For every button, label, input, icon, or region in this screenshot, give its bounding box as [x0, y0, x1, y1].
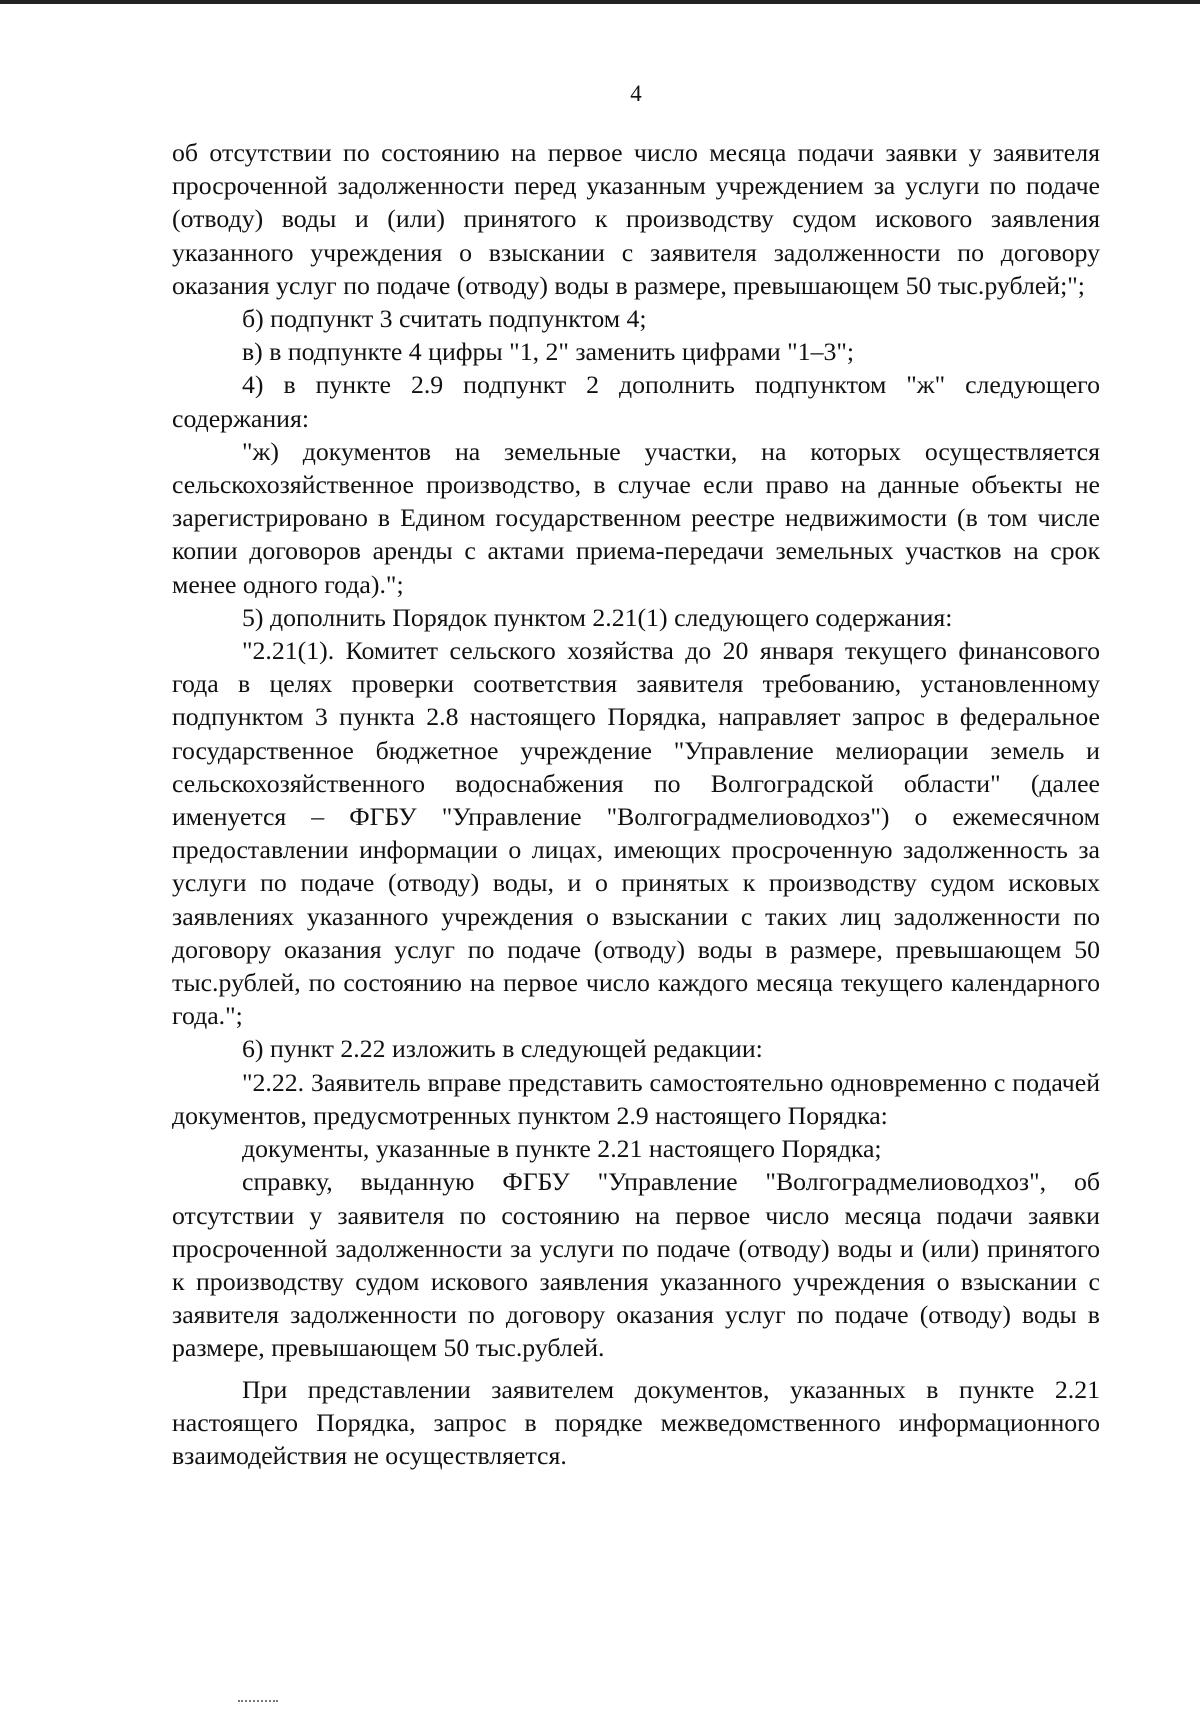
scan-top-border [0, 0, 1200, 4]
scan-artifact [238, 1700, 278, 1704]
paragraph-4: 4) в пункте 2.9 подпункт 2 дополнить подпунктом "ж" следующего содержания: [172, 370, 1100, 433]
paragraph-documents: документы, указанные в пункте 2.21 настоящего Порядка; [242, 1134, 882, 1164]
paragraph-certificate: справку, выданную ФГБУ "Управление "Волгоградмелиоводхоз", об отсутствии у заявителя по состоянию на первое число месяца подачи заявки просроченной задолженности за услуги по подаче (отводу) воды и (или) принятого к производству судом искового заявления указанного учреждения о взыскании с заявителя задолженности по договору оказания услуг по подаче (отводу) воды в размере, превышающем 50 тыс.рублей. [172, 1167, 1100, 1363]
paragraph-final: При представлении заявителем документов, указанных в пункте 2.21 настоящего Порядка, запрос в порядке межведомственного информационного взаимодействия не осуществляется. [172, 1374, 1100, 1470]
page-number: 4 [630, 81, 642, 106]
paragraph-v: в) в подпункте 4 цифры "1, 2" заменить цифрами "1–3"; [242, 337, 855, 367]
paragraph-zh-quote: "ж) документов на земельные участки, на которых осуществляется сельскохозяйственное производство, в случае если право на данные объекты не зарегистрировано в Едином государственном реестре недвижимости (в том числе копии договоров аренды с актами приема-передачи земельных участков на срок менее одного года)."; [172, 436, 1100, 599]
paragraph-b: б) подпункт 3 считать подпунктом 4; [242, 304, 647, 334]
paragraph-continuation: об отсутствии по состоянию на первое число месяца подачи заявки у заявителя просроченной задолженности перед указанным учреждением за услуги по подаче (отводу) воды и (или) принятого к производству судом искового заявления указанного учреждения о взыскании с заявителя задолженности по договору оказания услуг по подаче (отводу) воды в размере, превышающем 50 тыс.рублей;"; [172, 138, 1100, 300]
paragraph-5: 5) дополнить Порядок пунктом 2.21(1) следующего содержания: [242, 602, 953, 632]
paragraph-2-21-1: "2.21(1). Комитет сельского хозяйства до 20 января текущего финансового года в целях проверки соответствия заявителя требованию, установленному подпунктом 3 пункта 2.8 настоящего Порядка, направляет запрос в федеральное государственное бюджетное учреждение "Управление мелиорации земель и сельскохозяйственного водоснабжения по Волгоградской области" (далее именуется – ФГБУ "Управление "Волгоградмелиоводхоз") о ежемесячном предоставлении информации о лицах, имеющих просроченную задолженность за услуги по подаче (отводу) воды, и о принятых к производству судом исковых заявлениях указанного учреждения о взыскании с таких лиц задолженности по договору оказания услуг по подаче (отводу) воды в размере, превышающем 50 тыс.рублей, по состоянию на первое число каждого месяца текущего календарного года."; [172, 636, 1100, 1031]
document-body [172, 136, 1100, 1472]
paragraph-6: 6) пункт 2.22 изложить в следующей редакции: [242, 1034, 763, 1064]
paragraph-2-22: "2.22. Заявитель вправе представить самостоятельно одновременно с подачей документов, предусмотренных пунктом 2.9 настоящего Порядка: [172, 1067, 1100, 1130]
